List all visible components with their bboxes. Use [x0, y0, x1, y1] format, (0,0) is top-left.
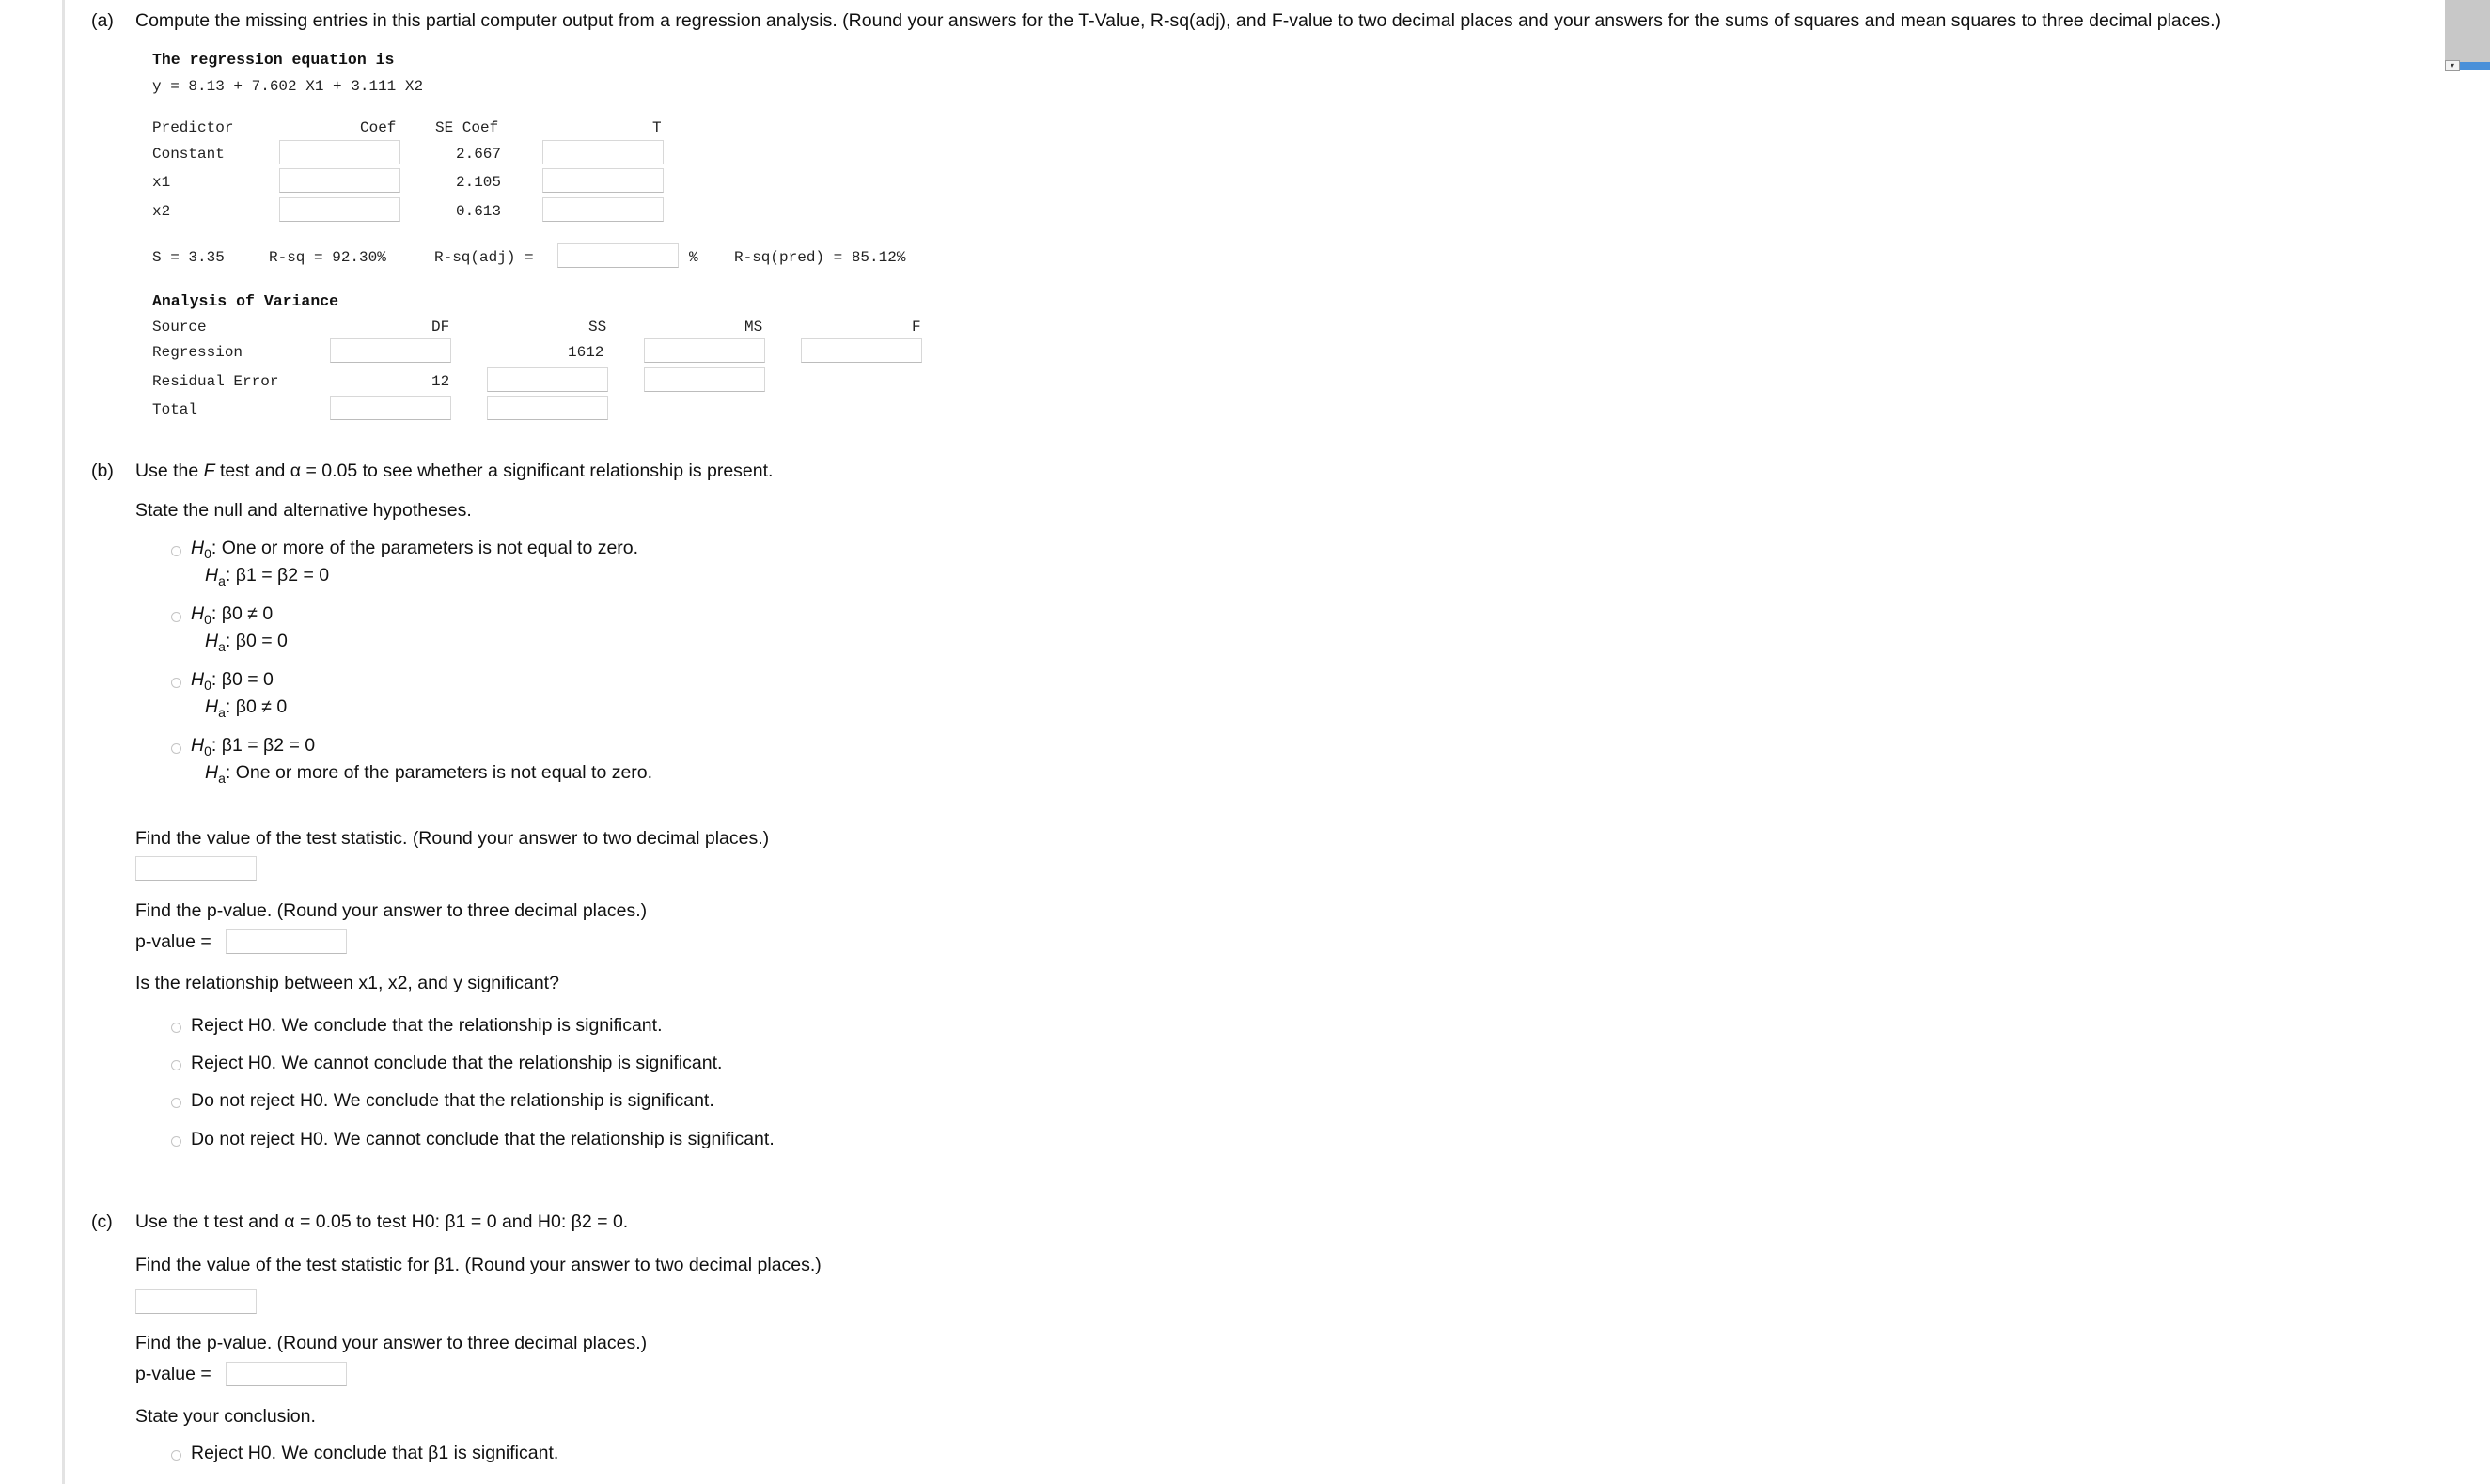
rsq-value: R-sq = 92.30% — [269, 249, 386, 266]
df-residual: 12 — [431, 373, 450, 390]
hypothesis-option-3-radio[interactable] — [171, 678, 181, 688]
hypothesis-option-2-ha: $H_a$: β0 = 0 — [205, 631, 288, 654]
se-coef-constant: 2.667 — [456, 146, 502, 163]
t-constant-input[interactable] — [542, 140, 664, 164]
t-statistic-b1-input[interactable] — [135, 1289, 257, 1314]
source-residual-error: Residual Error — [152, 373, 279, 390]
rsq-pred-value: R-sq(pred) = 85.12% — [734, 249, 906, 266]
conclusion-option-4-radio[interactable] — [171, 1136, 181, 1147]
conclusion-option-2-radio[interactable] — [171, 1060, 181, 1070]
conclusion-option-3-text: Do not reject H0. We conclude that the relationship is significant. — [191, 1090, 714, 1111]
source-regression: Regression — [152, 344, 243, 361]
header-f: F — [912, 319, 921, 336]
hypothesis-option-2-h0: $H_0$: β0 ≠ 0 — [191, 603, 274, 627]
hypotheses-prompt: State the null and alternative hypotheses. — [135, 500, 472, 521]
conclusion-option-3-radio[interactable] — [171, 1098, 181, 1108]
part-a-label: (a) — [91, 10, 114, 31]
hypothesis-option-1-ha: $H_a$: β1 = β2 = 0 — [205, 565, 330, 588]
source-total: Total — [152, 401, 198, 418]
hypothesis-option-3-ha: $H_a$: β0 ≠ 0 — [205, 696, 288, 720]
ms-residual-input[interactable] — [644, 367, 765, 392]
header-ms: MS — [744, 319, 763, 336]
equation-heading: The regression equation is — [152, 51, 395, 69]
hypothesis-option-2-radio[interactable] — [171, 612, 181, 622]
conclusion-option-2-text: Reject H0. We cannot conclude that the relationship is significant. — [191, 1053, 723, 1073]
df-total-input[interactable] — [330, 396, 451, 420]
header-source: Source — [152, 319, 207, 336]
header-t: T — [652, 119, 662, 136]
pvalue-label-c: p-value = — [135, 1364, 211, 1384]
hypothesis-option-3-h0: $H_0$: β0 = 0 — [191, 669, 274, 693]
ss-total-input[interactable] — [487, 396, 608, 420]
scroll-down-arrow-icon[interactable]: ▾ — [2445, 60, 2460, 71]
pvalue-input-c[interactable] — [226, 1362, 347, 1386]
scrollbar-track[interactable] — [2443, 0, 2490, 1484]
header-predictor: Predictor — [152, 119, 234, 136]
part-b-label: (b) — [91, 461, 114, 481]
s-value: S = 3.35 — [152, 249, 225, 266]
part-a-prompt: Compute the missing entries in this partial computer output from a regression analysis. (Round your answers for the T-Value, R-sq(adj), and F-value to two decimal places and your answers for the sums of squares and mean squares to three decimal places.) — [135, 10, 2222, 31]
hypothesis-option-4-ha: $H_a$: One or more of the parameters is not equal to zero. — [205, 762, 653, 786]
ms-regression-input[interactable] — [644, 338, 765, 363]
f-statistic-input[interactable] — [135, 856, 257, 881]
conclusion-option-1-text: Reject H0. We conclude that the relationship is significant. — [191, 1015, 663, 1036]
left-margin-rule — [62, 0, 65, 1484]
part-c-label: (c) — [91, 1211, 113, 1232]
t-x1-input[interactable] — [542, 168, 664, 193]
header-ss: SS — [588, 319, 607, 336]
coef-constant-input[interactable] — [279, 140, 400, 164]
predictor-x1: x1 — [152, 174, 171, 191]
predictor-constant: Constant — [152, 146, 225, 163]
rsq-adj-input[interactable] — [557, 243, 679, 268]
conclusion-option-1-radio[interactable] — [171, 1023, 181, 1033]
anova-heading: Analysis of Variance — [152, 292, 339, 310]
hypothesis-option-4-h0: $H_0$: β1 = β2 = 0 — [191, 735, 316, 758]
pvalue-input-b[interactable] — [226, 929, 347, 954]
header-coef: Coef — [360, 119, 397, 136]
coef-x2-input[interactable] — [279, 197, 400, 222]
header-df: DF — [431, 319, 450, 336]
df-regression-input[interactable] — [330, 338, 451, 363]
hypothesis-option-1-radio[interactable] — [171, 546, 181, 556]
hypothesis-option-4-radio[interactable] — [171, 743, 181, 754]
part-c-prompt: Use the t test and α = 0.05 to test H0: β1 = 0 and H0: β2 = 0. — [135, 1211, 629, 1232]
t-x2-input[interactable] — [542, 197, 664, 222]
conclusion-c-option-1-text: Reject H0. We conclude that β1 is significant. — [191, 1443, 559, 1463]
test-statistic-b1-prompt: Find the value of the test statistic for β1. (Round your answer to two decimal places.) — [135, 1255, 822, 1275]
ss-residual-input[interactable] — [487, 367, 608, 392]
scrollbar-thumb[interactable] — [2445, 0, 2490, 62]
pvalue-prompt-c: Find the p-value. (Round your answer to three decimal places.) — [135, 1333, 648, 1353]
predictor-x2: x2 — [152, 203, 171, 220]
hypothesis-option-1-h0: $H_0$: One or more of the parameters is not equal to zero. — [191, 538, 639, 561]
conclusion-option-4-text: Do not reject H0. We cannot conclude that the relationship is significant. — [191, 1129, 775, 1149]
percent-sign: % — [689, 249, 698, 266]
pvalue-label-b: p-value = — [135, 931, 211, 952]
pvalue-prompt-b: Find the p-value. (Round your answer to three decimal places.) — [135, 900, 648, 921]
conclusion-c-option-1-radio[interactable] — [171, 1450, 181, 1461]
regression-equation: y = 8.13 + 7.602 X1 + 3.111 X2 — [152, 78, 424, 95]
se-coef-x2: 0.613 — [456, 203, 502, 220]
part-b-prompt: Use the F test and α = 0.05 to see whether a significant relationship is present. — [135, 461, 774, 481]
se-coef-x1: 2.105 — [456, 174, 502, 191]
coef-x1-input[interactable] — [279, 168, 400, 193]
test-statistic-prompt: Find the value of the test statistic. (Round your answer to two decimal places.) — [135, 828, 770, 849]
rsq-adj-label: R-sq(adj) = — [434, 249, 534, 266]
significance-prompt: Is the relationship between x1, x2, and y significant? — [135, 973, 559, 993]
conclusion-prompt-c: State your conclusion. — [135, 1406, 316, 1427]
ss-regression: 1612 — [568, 344, 604, 361]
f-regression-input[interactable] — [801, 338, 922, 363]
header-se-coef: SE Coef — [435, 119, 499, 136]
